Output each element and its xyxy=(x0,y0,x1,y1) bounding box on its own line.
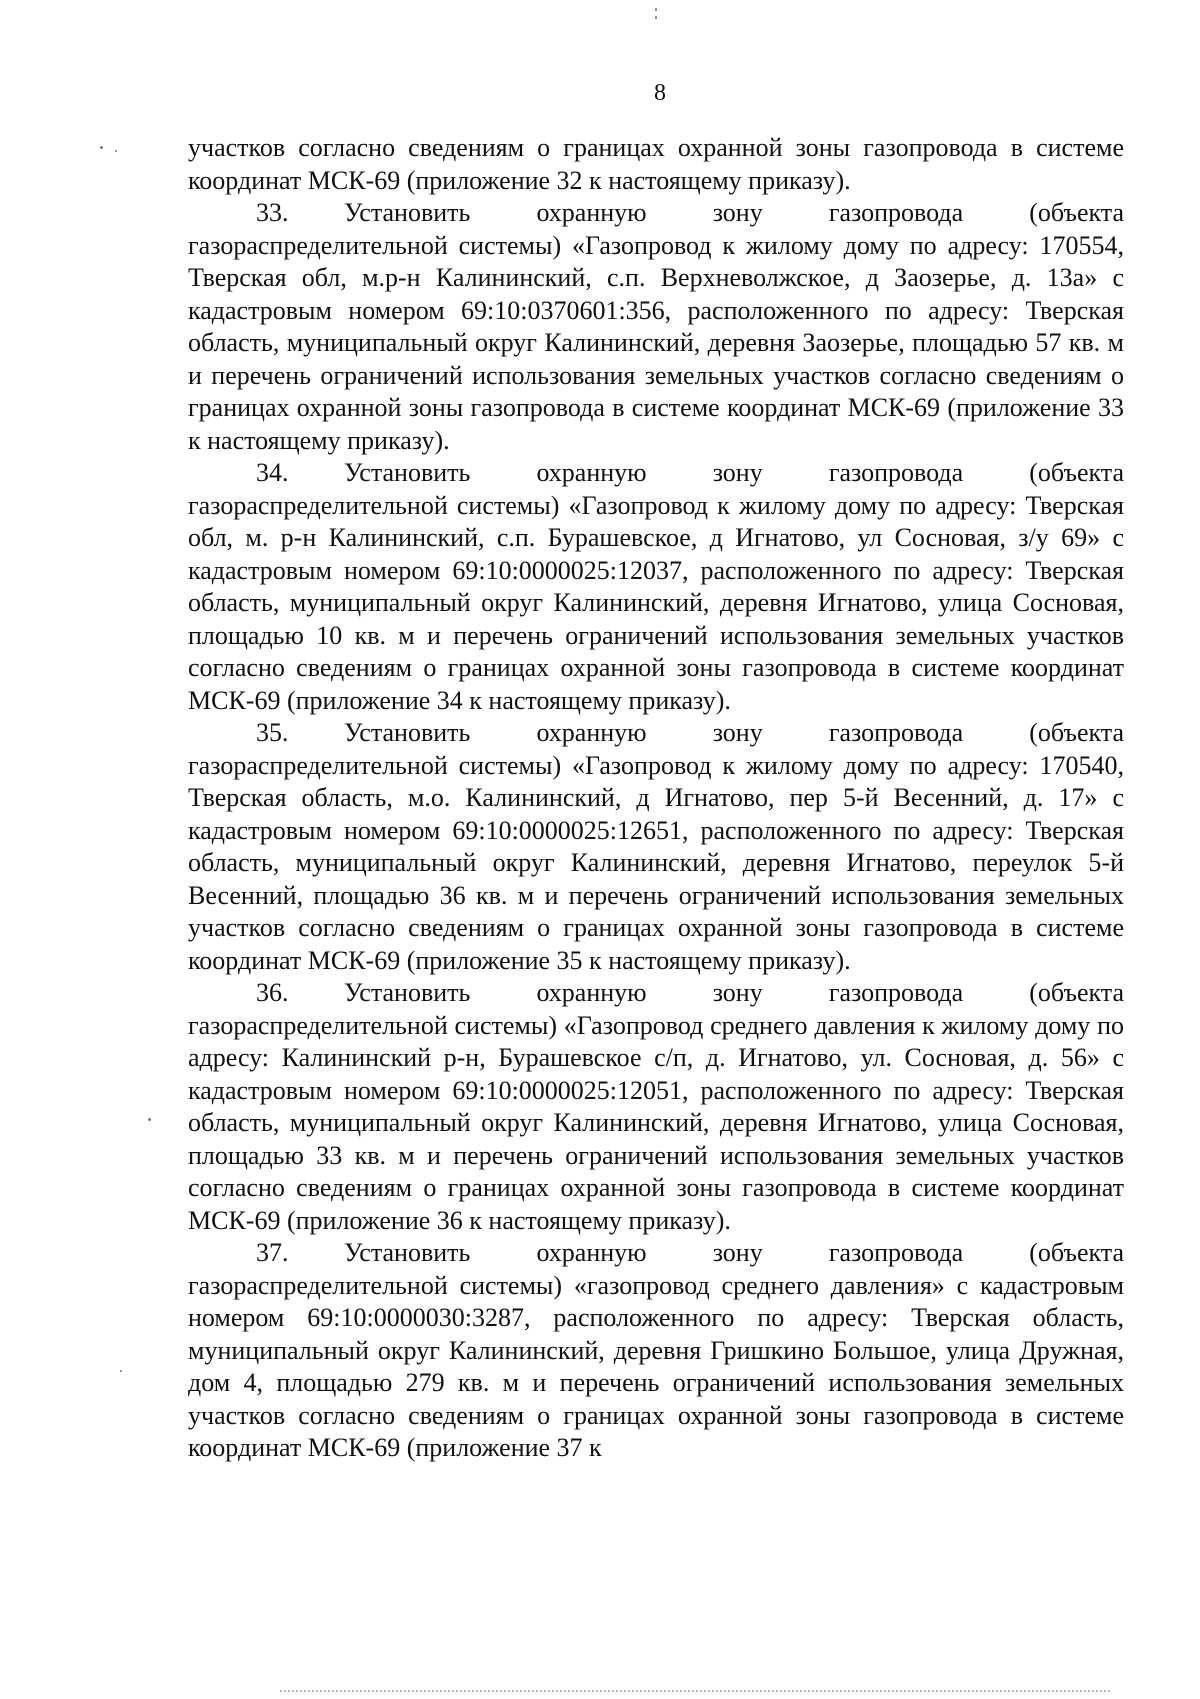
paragraph-text: Установить охранную зону газопровода (объекта газораспределительной системы) «Газопровод среднего давления к жилому дому по адресу: Калининский р-н, Бурашевское с/п, д. Игнатово, ул. Сосновая, д. 56» с кадастровым номером 69:10:0000025:12051, расположенного по адресу: Тверская область, муниципальный округ Калининский, деревня Игнатово, улица Сосновая, площадью 33 кв. м и перечень ограничений использования земельных участков согласно сведениям о границах охранной зоны газопровода в системе координат МСК-69 (приложение 36 к настоящему приказу). xyxy=(188,978,1124,1235)
paragraph-text: Установить охранную зону газопровода (объекта газораспределительной системы) «Газопровод к жилому дому по адресу: 170554, Тверская обл, м.р-н Калининский, с.п. Верхневолжское, д Заозерье, д. 13а» с кадастровым номером 69:10:0370601:356, расположенного по адресу: Тверская область, муниципальный округ Калининский, деревня Заозерье, площадью 57 кв. м и перечень ограничений использования земельных участков согласно сведениям о границах охранной зоны газопровода в системе координат МСК-69 (приложение 33 к настоящему приказу). xyxy=(188,198,1124,455)
paragraph-34 xyxy=(188,457,1124,717)
paragraph-35 xyxy=(188,717,1124,977)
document-body xyxy=(188,132,1124,1465)
continuation-paragraph: участков согласно сведениям о границах охранной зоны газопровода в системе координат МСК-69 (приложение 32 к настоящему приказу). xyxy=(188,133,1124,195)
scan-speck xyxy=(115,150,117,152)
scan-speck xyxy=(100,146,103,149)
item-number: 35. xyxy=(256,718,289,747)
scan-speck xyxy=(148,1118,151,1121)
scan-edge-line xyxy=(280,1690,1110,1692)
paragraph-37 xyxy=(188,1237,1124,1465)
paragraph-text: Установить охранную зону газопровода (объекта газораспределительной системы) «Газопровод к жилому дому по адресу: 170540, Тверская область, м.о. Калининский, д Игнатово, пер 5-й Весенний, д. 17» с кадастровым номером 69:10:0000025:12651, расположенного по адресу: Тверская область, муниципальный округ Калининский, деревня Игнатово, переулок 5-й Весенний, площадью 36 кв. м и перечень ограничений использования земельных участков согласно сведениям о границах охранной зоны газопровода в системе координат МСК-69 (приложение 35 к настоящему приказу). xyxy=(188,718,1124,975)
item-number: 37. xyxy=(256,1238,289,1267)
item-number: 33. xyxy=(256,198,289,227)
scan-speck xyxy=(655,16,657,19)
item-number: 34. xyxy=(256,458,289,487)
item-number: 36. xyxy=(256,978,289,1007)
page-number: 8 xyxy=(654,80,666,106)
scan-speck xyxy=(655,8,657,11)
paragraph-36 xyxy=(188,977,1124,1237)
paragraph-text: Установить охранную зону газопровода (объекта газораспределительной системы) «Газопровод к жилому дому по адресу: Тверская обл, м. р-н Калининский, с.п. Бурашевское, д Игнатово, ул Сосновая, з/у 69» с кадастровым номером 69:10:0000025:12037, расположенного по адресу: Тверская область, муниципальный округ Калининский, деревня Игнатово, улица Сосновая, площадью 10 кв. м и перечень ограничений использования земельных участков согласно сведениям о границах охранной зоны газопровода в системе координат МСК-69 (приложение 34 к настоящему приказу). xyxy=(188,458,1124,715)
scan-speck xyxy=(120,1370,122,1372)
paragraph-text: Установить охранную зону газопровода (объекта газораспределительной системы) «газопровод среднего давления» с кадастровым номером 69:10:0000030:3287, расположенного по адресу: Тверская область, муниципальный округ Калининский, деревня Гришкино Большое, улица Дружная, дом 4, площадью 279 кв. м и перечень ограничений использования земельных участков согласно сведениям о границах охранной зоны газопровода в системе координат МСК-69 (приложение 37 к xyxy=(188,1238,1124,1462)
paragraph-33 xyxy=(188,197,1124,457)
